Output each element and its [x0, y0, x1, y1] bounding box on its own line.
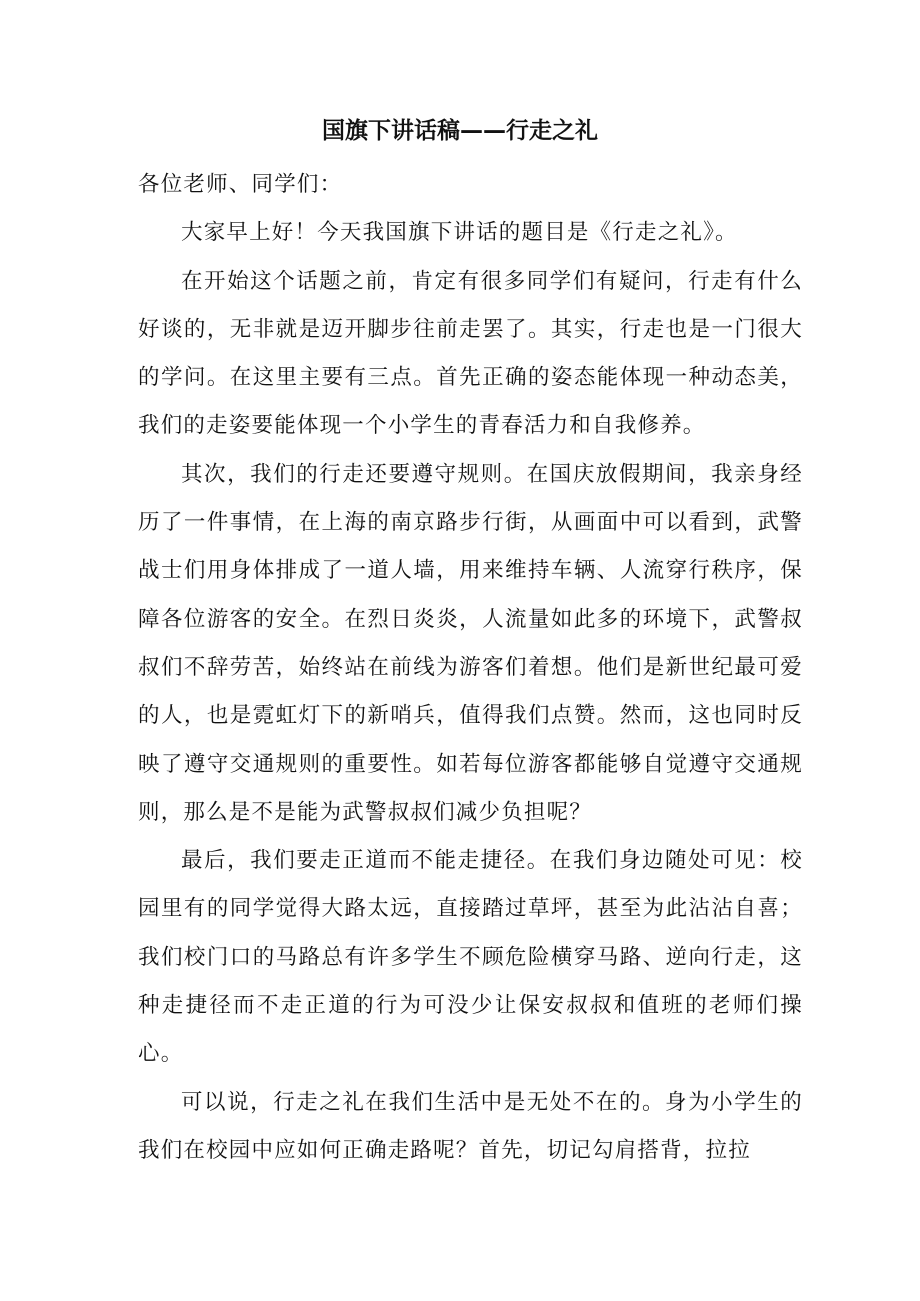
paragraph: 大家早上好！今天我国旗下讲话的题目是《行走之礼》。	[181, 220, 738, 246]
paragraph: 可以说，行走之礼在我们生活中是无处不在的。身为小学生的我们在校园中应如何正确走路呢？首先，切记勾肩搭背，拉拉	[138, 1089, 803, 1163]
paragraph: 最后，我们要走正道而不能走捷径。在我们身边随处可见：校园里有的同学觉得大路太远，直接踏过草坪，甚至为此沾沾自喜；我们校门口的马路总有许多学生不顾危险横穿马路、逆向行走，这种走捷径而不走正道的行为可没少让保安叔叔和值班的老师们操心。	[138, 848, 803, 1067]
document-title: 国旗下讲话稿——行走之礼	[322, 118, 598, 144]
salutation: 各位老师、同学们：	[138, 172, 343, 197]
paragraph: 在开始这个话题之前，肯定有很多同学们有疑问，行走有什么好谈的，无非就是迈开脚步往前走罢了。其实，行走也是一门很大的学问。在这里主要有三点。首先正确的姿态能体现一种动态美，我们的走姿要能体现一个小学生的青春活力和自我修养。	[138, 268, 803, 439]
paragraph: 其次，我们的行走还要遵守规则。在国庆放假期间，我亲身经历了一件事情，在上海的南京路步行街，从画面中可以看到，武警战士们用身体排成了一道人墙，用来维持车辆、人流穿行秩序，保障各位游客的安全。在烈日炎炎，人流量如此多的环境下，武警叔叔们不辞劳苦，始终站在前线为游客们着想。他们是新世纪最可爱的人，也是霓虹灯下的新哨兵，值得我们点赞。然而，这也同时反映了遵守交通规则的重要性。如若每位游客都能够自觉遵守交通规则，那么是不是能为武警叔叔们减少负担呢？	[138, 461, 803, 825]
document-body	[138, 161, 803, 1175]
